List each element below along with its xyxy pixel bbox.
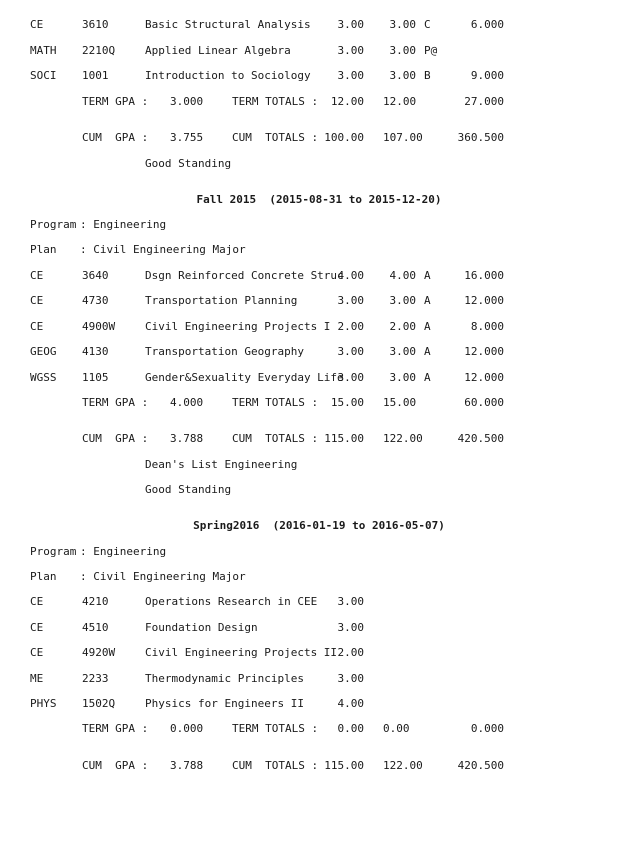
course-earned: 3.00 — [389, 371, 416, 384]
course-earned: 3.00 — [389, 294, 416, 307]
honors-note — [0, 458, 638, 472]
course-subject: CE — [30, 18, 44, 31]
course-title: Foundation Design — [145, 621, 258, 634]
course-number: 4920W — [82, 646, 116, 659]
course-attempted: 2.00 — [337, 646, 364, 659]
program-value: : Engineering — [80, 218, 167, 231]
term-totals-label: TERM TOTALS : — [232, 396, 319, 409]
course-earned: 3.00 — [389, 345, 416, 358]
standing-text: Good Standing — [145, 157, 232, 170]
course-subject: CE — [30, 294, 44, 307]
term-gpa-row — [0, 722, 638, 736]
course-points: 6.000 — [470, 18, 504, 31]
course-grade: P@ — [424, 44, 438, 57]
course-row — [0, 269, 638, 283]
course-earned: 2.00 — [389, 320, 416, 333]
cum-gpa-row — [0, 759, 638, 773]
cum-attempted-total: 115.00 — [324, 759, 364, 772]
course-grade: A — [424, 345, 431, 358]
term-heading-text: Spring2016 (2016-01-19 to 2016-05-07) — [193, 519, 445, 532]
term-heading — [0, 519, 638, 533]
course-row — [0, 294, 638, 308]
cum-earned-total: 122.00 — [383, 432, 423, 445]
course-points: 12.000 — [464, 294, 504, 307]
term-gpa-label: TERM GPA : — [82, 722, 149, 735]
term-gpa-value: 0.000 — [170, 722, 204, 735]
cum-totals-label: CUM TOTALS : — [232, 131, 319, 144]
term-heading — [0, 193, 638, 207]
course-number: 3610 — [82, 18, 109, 31]
course-title: Transportation Geography — [145, 345, 304, 358]
course-subject: PHYS — [30, 697, 57, 710]
plan-label: Plan — [30, 243, 57, 256]
course-number: 1105 — [82, 371, 109, 384]
course-subject: CE — [30, 595, 44, 608]
term-points-total: 0.000 — [470, 722, 504, 735]
program-row — [0, 218, 638, 232]
course-attempted: 3.00 — [337, 621, 364, 634]
term-gpa-label: TERM GPA : — [82, 95, 149, 108]
course-number: 4210 — [82, 595, 109, 608]
course-row — [0, 672, 638, 686]
course-row — [0, 371, 638, 385]
course-subject: CE — [30, 320, 44, 333]
course-number: 4900W — [82, 320, 116, 333]
course-points: 12.000 — [464, 371, 504, 384]
course-number: 4730 — [82, 294, 109, 307]
course-points: 9.000 — [470, 69, 504, 82]
course-subject: GEOG — [30, 345, 57, 358]
cum-points-total: 360.500 — [457, 131, 504, 144]
course-title: Transportation Planning — [145, 294, 298, 307]
term-points-total: 27.000 — [464, 95, 504, 108]
term-gpa-row — [0, 95, 638, 109]
program-label: Program — [30, 545, 77, 558]
cum-gpa-value: 3.755 — [170, 131, 204, 144]
course-title: Basic Structural Analysis — [145, 18, 311, 31]
course-row — [0, 69, 638, 83]
course-row — [0, 621, 638, 635]
term-earned-total: 12.00 — [383, 95, 417, 108]
course-row — [0, 646, 638, 660]
cum-gpa-label: CUM GPA : — [82, 432, 149, 445]
course-title: Thermodynamic Principles — [145, 672, 304, 685]
cum-gpa-value: 3.788 — [170, 432, 204, 445]
program-value: : Engineering — [80, 545, 167, 558]
course-attempted: 3.00 — [337, 44, 364, 57]
course-subject: CE — [30, 269, 44, 282]
course-attempted: 3.00 — [337, 672, 364, 685]
term-attempted-total: 12.00 — [330, 95, 364, 108]
cum-gpa-row — [0, 432, 638, 446]
course-attempted: 3.00 — [337, 294, 364, 307]
course-title: Civil Engineering Projects II — [145, 646, 338, 659]
course-grade: A — [424, 294, 431, 307]
cum-gpa-value: 3.788 — [170, 759, 204, 772]
course-title: Operations Research in CEE — [145, 595, 318, 608]
term-totals-label: TERM TOTALS : — [232, 722, 319, 735]
standing-text: Good Standing — [145, 483, 232, 496]
cum-points-total: 420.500 — [457, 432, 504, 445]
program-label: Program — [30, 218, 77, 231]
cum-totals-label: CUM TOTALS : — [232, 432, 319, 445]
course-number: 1502Q — [82, 697, 116, 710]
term-earned-total: 15.00 — [383, 396, 417, 409]
course-attempted: 4.00 — [337, 697, 364, 710]
course-title: Applied Linear Algebra — [145, 44, 291, 57]
course-earned: 4.00 — [389, 269, 416, 282]
course-grade: C — [424, 18, 431, 31]
course-attempted: 3.00 — [337, 595, 364, 608]
course-attempted: 2.00 — [337, 320, 364, 333]
course-grade: A — [424, 269, 431, 282]
term-heading-text: Fall 2015 (2015-08-31 to 2015-12-20) — [196, 193, 442, 206]
course-title: Gender&Sexuality Everyday Life — [145, 371, 344, 384]
standing-note — [0, 157, 638, 171]
course-title: Introduction to Sociology — [145, 69, 311, 82]
cum-gpa-label: CUM GPA : — [82, 759, 149, 772]
course-number: 1001 — [82, 69, 109, 82]
course-points: 16.000 — [464, 269, 504, 282]
term-gpa-label: TERM GPA : — [82, 396, 149, 409]
course-number: 2210Q — [82, 44, 116, 57]
plan-value: : Civil Engineering Major — [80, 243, 246, 256]
course-subject: SOCI — [30, 69, 57, 82]
course-number: 4510 — [82, 621, 109, 634]
term-earned-total: 0.00 — [383, 722, 410, 735]
course-subject: MATH — [30, 44, 57, 57]
program-row — [0, 545, 638, 559]
term-totals-label: TERM TOTALS : — [232, 95, 319, 108]
course-title: Physics for Engineers II — [145, 697, 304, 710]
term-attempted-total: 15.00 — [330, 396, 364, 409]
cum-earned-total: 122.00 — [383, 759, 423, 772]
cum-gpa-label: CUM GPA : — [82, 131, 149, 144]
course-title: Civil Engineering Projects I — [145, 320, 331, 333]
term-gpa-value: 3.000 — [170, 95, 204, 108]
term-attempted-total: 0.00 — [337, 722, 364, 735]
course-earned: 3.00 — [389, 44, 416, 57]
course-row — [0, 595, 638, 609]
cum-totals-label: CUM TOTALS : — [232, 759, 319, 772]
course-title: Dsgn Reinforced Concrete Struc — [145, 269, 344, 282]
course-attempted: 3.00 — [337, 69, 364, 82]
course-grade: A — [424, 371, 431, 384]
course-subject: CE — [30, 621, 44, 634]
course-number: 3640 — [82, 269, 109, 282]
course-row — [0, 345, 638, 359]
course-earned: 3.00 — [389, 69, 416, 82]
course-attempted: 4.00 — [337, 269, 364, 282]
plan-label: Plan — [30, 570, 57, 583]
term-gpa-value: 4.000 — [170, 396, 204, 409]
cum-gpa-row — [0, 131, 638, 145]
course-number: 2233 — [82, 672, 109, 685]
term-gpa-row — [0, 396, 638, 410]
cum-attempted-total: 100.00 — [324, 131, 364, 144]
course-earned: 3.00 — [389, 18, 416, 31]
course-row — [0, 320, 638, 334]
course-attempted: 3.00 — [337, 345, 364, 358]
term-points-total: 60.000 — [464, 396, 504, 409]
cum-points-total: 420.500 — [457, 759, 504, 772]
course-points: 8.000 — [470, 320, 504, 333]
plan-row — [0, 243, 638, 257]
course-grade: B — [424, 69, 431, 82]
course-subject: ME — [30, 672, 44, 685]
plan-row — [0, 570, 638, 584]
cum-attempted-total: 115.00 — [324, 432, 364, 445]
plan-value: : Civil Engineering Major — [80, 570, 246, 583]
honors-text: Dean's List Engineering — [145, 458, 298, 471]
course-grade: A — [424, 320, 431, 333]
course-attempted: 3.00 — [337, 18, 364, 31]
cum-earned-total: 107.00 — [383, 131, 423, 144]
course-attempted: 3.00 — [337, 371, 364, 384]
course-row — [0, 44, 638, 58]
course-subject: CE — [30, 646, 44, 659]
course-number: 4130 — [82, 345, 109, 358]
course-subject: WGSS — [30, 371, 57, 384]
course-row — [0, 18, 638, 32]
standing-note — [0, 483, 638, 497]
course-points: 12.000 — [464, 345, 504, 358]
course-row — [0, 697, 638, 711]
